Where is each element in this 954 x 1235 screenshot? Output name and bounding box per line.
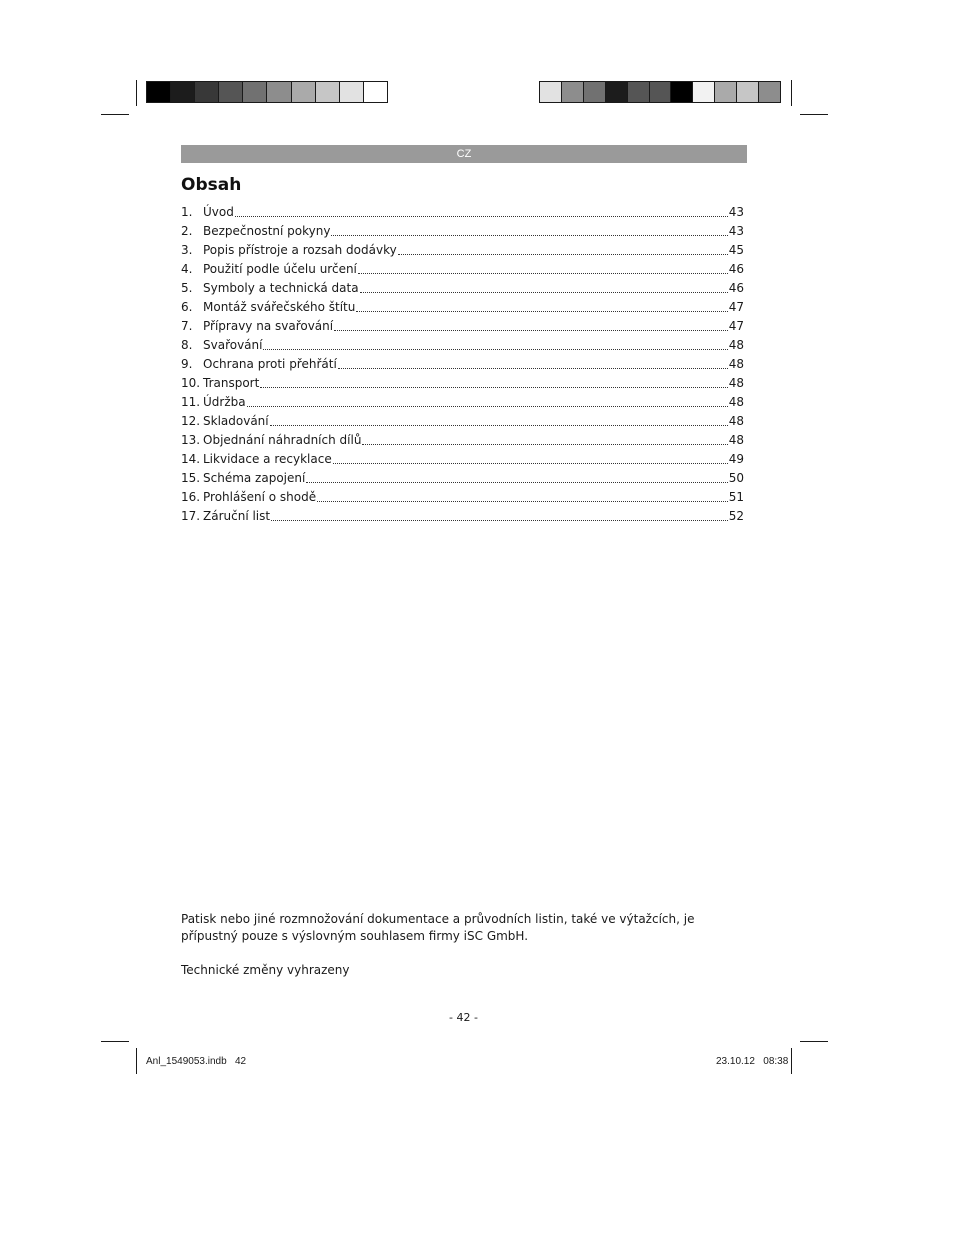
color-calibration-bar-left: [146, 81, 388, 103]
toc-entry-page: 49: [728, 452, 744, 466]
toc-entry-page: 47: [728, 319, 744, 333]
page-title: Obsah: [181, 175, 242, 195]
color-swatch: [267, 82, 291, 102]
print-slug-date: 23.10.12 08:38: [716, 1056, 789, 1067]
toc-entry-number: 10.: [181, 376, 201, 390]
toc-entry-number: 14.: [181, 452, 201, 466]
toc-entry-page: 48: [728, 357, 744, 371]
toc-entry-title: Objednání náhradních dílů: [203, 433, 362, 447]
crop-mark: [101, 1041, 129, 1042]
toc-entry-title: Ochrana proti přehřátí: [203, 357, 337, 371]
toc-entry-page: 48: [728, 414, 744, 428]
color-swatch: [606, 82, 628, 102]
toc-entry[interactable]: [181, 412, 744, 431]
toc-entry-page: 51: [728, 490, 744, 504]
toc-entry-number: 12.: [181, 414, 201, 428]
color-swatch: [171, 82, 195, 102]
toc-dot-leader: [331, 234, 727, 236]
toc-entry-number: 4.: [181, 262, 193, 276]
color-swatch: [219, 82, 243, 102]
toc-dot-leader: [338, 367, 728, 369]
toc-entry-page: 50: [728, 471, 744, 485]
toc-entry-title: Bezpečnostní pokyny: [203, 224, 331, 238]
toc-entry-number: 8.: [181, 338, 193, 352]
language-code: CZ: [456, 148, 472, 160]
toc-entry[interactable]: [181, 393, 744, 412]
crop-mark: [101, 114, 129, 115]
toc-entry-title: Likvidace a recyklace: [203, 452, 332, 466]
toc-entry-number: 3.: [181, 243, 193, 257]
toc-dot-leader: [334, 329, 728, 331]
toc-dot-leader: [358, 272, 728, 274]
toc-entry-title: Symboly a technická data: [203, 281, 359, 295]
toc-entry-title: Prohlášení o shodě: [203, 490, 317, 504]
toc-entry-number: 7.: [181, 319, 193, 333]
toc-entry-title: Montáž svářečského štítu: [203, 300, 356, 314]
toc-entry-number: 1.: [181, 205, 193, 219]
copyright-notice: Patisk nebo jiné rozmnožování dokumentace a průvodních listin, také ve výtažcích, je přípustný pouze s výslovným souhlasem firmy iSC GmbH.: [181, 912, 695, 943]
toc-entry[interactable]: [181, 336, 744, 355]
toc-dot-leader: [260, 386, 727, 388]
crop-mark: [136, 80, 137, 106]
toc-entry-page: 48: [728, 395, 744, 409]
crop-mark: [136, 1048, 137, 1074]
toc-dot-leader: [398, 253, 728, 255]
toc-entry[interactable]: [181, 469, 744, 488]
toc-entry[interactable]: [181, 488, 744, 507]
toc-entry-title: Přípravy na svařování: [203, 319, 334, 333]
color-swatch: [562, 82, 584, 102]
toc-entry-title: Schéma zapojení: [203, 471, 306, 485]
toc-dot-leader: [235, 215, 728, 217]
toc-entry[interactable]: [181, 374, 744, 393]
crop-mark: [791, 1048, 792, 1074]
color-swatch: [316, 82, 340, 102]
toc-entry-title: Záruční list: [203, 509, 271, 523]
toc-entry-number: 6.: [181, 300, 193, 314]
toc-entry-page: 48: [728, 433, 744, 447]
color-swatch: [628, 82, 650, 102]
toc-entry-title: Údržba: [203, 395, 246, 409]
toc-dot-leader: [362, 443, 727, 445]
toc-dot-leader: [317, 500, 728, 502]
color-swatch: [292, 82, 316, 102]
toc-entry-number: 17.: [181, 509, 201, 523]
language-header-bar: [181, 145, 747, 163]
color-swatch: [650, 82, 672, 102]
color-swatch: [715, 82, 737, 102]
color-swatch: [340, 82, 364, 102]
toc-entry-title: Skladování: [203, 414, 269, 428]
toc-dot-leader: [356, 310, 727, 312]
color-swatch: [693, 82, 715, 102]
toc-entry[interactable]: [181, 298, 744, 317]
toc-entry-page: 43: [728, 224, 744, 238]
toc-entry[interactable]: [181, 279, 744, 298]
toc-entry-page: 45: [728, 243, 744, 257]
color-swatch: [195, 82, 219, 102]
toc-entry-number: 15.: [181, 471, 201, 485]
print-slug-file: Anl_1549053.indb 42: [146, 1056, 247, 1067]
toc-entry-page: 47: [728, 300, 744, 314]
toc-entry[interactable]: [181, 241, 744, 260]
color-swatch: [364, 82, 387, 102]
crop-mark: [791, 80, 792, 106]
toc-entry-title: Použití podle účelu určení: [203, 262, 357, 276]
toc-entry-page: 43: [728, 205, 744, 219]
color-swatch: [759, 82, 780, 102]
toc-entry[interactable]: [181, 431, 744, 450]
toc-entry-title: Svařování: [203, 338, 263, 352]
color-swatch: [540, 82, 562, 102]
toc-entry-title: Popis přístroje a rozsah dodávky: [203, 243, 397, 257]
color-swatch: [671, 82, 693, 102]
toc-entry[interactable]: [181, 355, 744, 374]
toc-dot-leader: [360, 291, 728, 293]
table-of-contents: [181, 203, 744, 526]
toc-entry-number: 11.: [181, 395, 201, 409]
page-number: - 42 -: [449, 1011, 478, 1024]
color-calibration-bar-right: [539, 81, 781, 103]
toc-entry[interactable]: [181, 222, 744, 241]
toc-entry-title: Úvod: [203, 205, 234, 219]
technical-changes-note: Technické změny vyhrazeny: [181, 963, 350, 977]
toc-entry[interactable]: [181, 450, 744, 469]
toc-dot-leader: [271, 519, 728, 521]
toc-dot-leader: [333, 462, 728, 464]
toc-entry-page: 46: [728, 262, 744, 276]
toc-entry[interactable]: [181, 203, 744, 222]
toc-entry-page: 52: [728, 509, 744, 523]
crop-mark: [800, 114, 828, 115]
crop-mark: [800, 1041, 828, 1042]
toc-entry-page: 46: [728, 281, 744, 295]
toc-entry-page: 48: [728, 376, 744, 390]
color-swatch: [243, 82, 267, 102]
toc-dot-leader: [270, 424, 728, 426]
color-swatch: [737, 82, 759, 102]
toc-entry[interactable]: [181, 260, 744, 279]
toc-entry[interactable]: [181, 317, 744, 336]
color-swatch: [584, 82, 606, 102]
toc-entry[interactable]: [181, 507, 744, 526]
toc-entry-number: 2.: [181, 224, 193, 238]
toc-entry-page: 48: [728, 338, 744, 352]
color-swatch: [147, 82, 171, 102]
toc-entry-number: 16.: [181, 490, 201, 504]
toc-dot-leader: [247, 405, 728, 407]
toc-dot-leader: [306, 481, 727, 483]
toc-entry-number: 13.: [181, 433, 201, 447]
toc-entry-title: Transport: [203, 376, 260, 390]
toc-entry-number: 5.: [181, 281, 193, 295]
toc-dot-leader: [263, 348, 727, 350]
toc-entry-number: 9.: [181, 357, 193, 371]
